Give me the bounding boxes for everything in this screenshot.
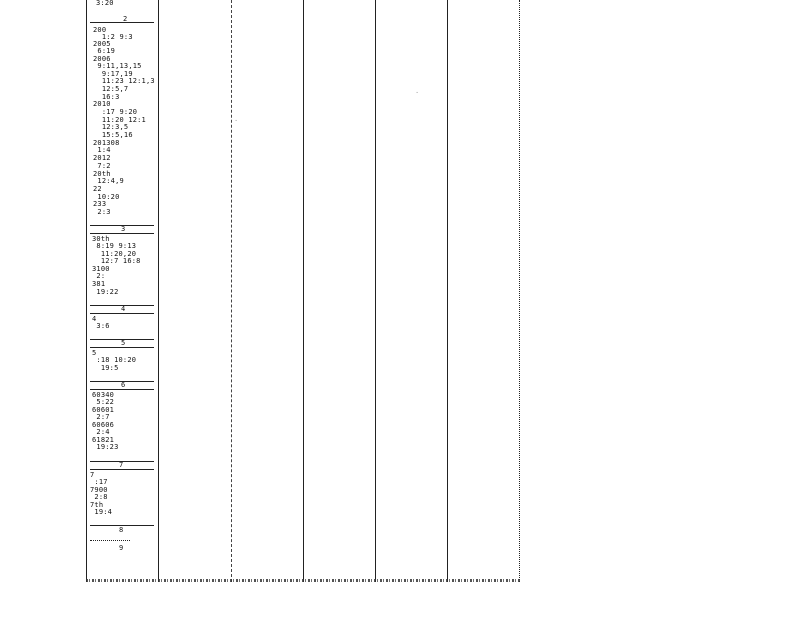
index-entry: 201308 bbox=[93, 139, 120, 147]
index-entry: 7900 bbox=[90, 486, 108, 494]
section-heading-7: 7 bbox=[119, 461, 124, 469]
index-entry: :18 10:20 bbox=[92, 356, 137, 364]
section-rule-2 bbox=[90, 22, 154, 23]
index-entry: 2:8 bbox=[90, 493, 108, 501]
index-entry: 2:4 bbox=[92, 428, 110, 436]
index-entry: 11:20,20 bbox=[92, 250, 137, 258]
index-entry: 2:3 bbox=[93, 208, 111, 216]
index-entry: 12:5,7 bbox=[93, 85, 129, 93]
column-rule-3 bbox=[303, 0, 304, 582]
bottom-border-rule bbox=[86, 579, 520, 582]
index-entry: 5 bbox=[92, 349, 97, 357]
index-entry: 11:23 12:1,3 bbox=[93, 77, 155, 85]
index-entry: 7th bbox=[90, 501, 104, 509]
index-entry: 1:4 bbox=[93, 146, 111, 154]
index-entry: 2012 bbox=[93, 154, 111, 162]
index-entry: 60340 bbox=[92, 391, 115, 399]
index-entry: 9:17,19 bbox=[93, 70, 133, 78]
section-heading-8: 8 bbox=[119, 526, 124, 534]
index-entry: 19:5 bbox=[92, 364, 119, 372]
index-entry: 381 bbox=[92, 280, 106, 288]
column-rule-2 bbox=[231, 0, 232, 582]
section-rule-9 bbox=[90, 540, 130, 541]
section-heading-4: 4 bbox=[121, 305, 126, 313]
index-entry: 2:7 bbox=[92, 413, 110, 421]
column-rule-5 bbox=[447, 0, 448, 582]
index-entry: 30th bbox=[92, 235, 110, 243]
index-entry: 233 bbox=[93, 200, 107, 208]
index-entry: :17 9:20 bbox=[93, 108, 138, 116]
column-rule-left-border bbox=[86, 0, 87, 582]
index-entry: 8:19 9:13 bbox=[92, 242, 137, 250]
index-entry: 2010 bbox=[93, 100, 111, 108]
section-heading-6: 6 bbox=[121, 381, 126, 389]
index-entry: 10:20 bbox=[93, 193, 120, 201]
scan-speck: . bbox=[234, 115, 239, 123]
index-entry-top: 3:20 bbox=[96, 0, 114, 7]
index-entry: 3100 bbox=[92, 265, 110, 273]
column-rule-4 bbox=[375, 0, 376, 582]
section-heading-2: 2 bbox=[123, 15, 128, 23]
column-rule-right-border bbox=[519, 0, 520, 582]
index-entry: 19:23 bbox=[92, 443, 119, 451]
section-heading-9: 9 bbox=[119, 544, 124, 552]
index-entry: 5:22 bbox=[92, 398, 115, 406]
section-heading-5: 5 bbox=[121, 339, 126, 347]
index-entry: :17 bbox=[90, 478, 108, 486]
index-entry: 3:6 bbox=[92, 322, 110, 330]
index-entry: 1:2 9:3 bbox=[93, 33, 133, 41]
index-entry: 60606 bbox=[92, 421, 115, 429]
section-rule-4b bbox=[90, 313, 154, 314]
column-rule-1 bbox=[158, 0, 159, 582]
index-entry: 20th bbox=[93, 170, 111, 178]
index-entry: 19:4 bbox=[90, 508, 113, 516]
index-entry: 16:3 bbox=[93, 93, 120, 101]
index-entry: 9:11,13,15 bbox=[93, 62, 142, 70]
index-entry: 2006 bbox=[93, 55, 111, 63]
section-rule-7b bbox=[90, 469, 154, 470]
index-entry: 61821 bbox=[92, 436, 115, 444]
scan-speck: . bbox=[415, 87, 420, 95]
section-rule-6b bbox=[90, 389, 154, 390]
section-heading-3: 3 bbox=[121, 225, 126, 233]
index-entry: 15:5,16 bbox=[93, 131, 133, 139]
index-entry: 4 bbox=[92, 315, 97, 323]
index-entry: 2: bbox=[92, 272, 106, 280]
index-entry: 200 bbox=[93, 26, 107, 34]
index-entry: 19:22 bbox=[92, 288, 119, 296]
index-entry: 12:4,9 bbox=[93, 177, 124, 185]
index-entry: 2005 bbox=[93, 40, 111, 48]
section-rule-5b bbox=[90, 347, 154, 348]
index-entry: 22 bbox=[93, 185, 102, 193]
section-rule-3b bbox=[90, 233, 154, 234]
index-entry: 12:7 16:8 bbox=[92, 257, 141, 265]
index-entry: 7 bbox=[90, 471, 95, 479]
index-entry: 12:3,5 bbox=[93, 123, 129, 131]
index-entry: 60601 bbox=[92, 406, 115, 414]
index-entry: 11:20 12:1 bbox=[93, 116, 146, 124]
index-entry: 6:19 bbox=[93, 47, 116, 55]
index-entry: 7:2 bbox=[93, 162, 111, 170]
